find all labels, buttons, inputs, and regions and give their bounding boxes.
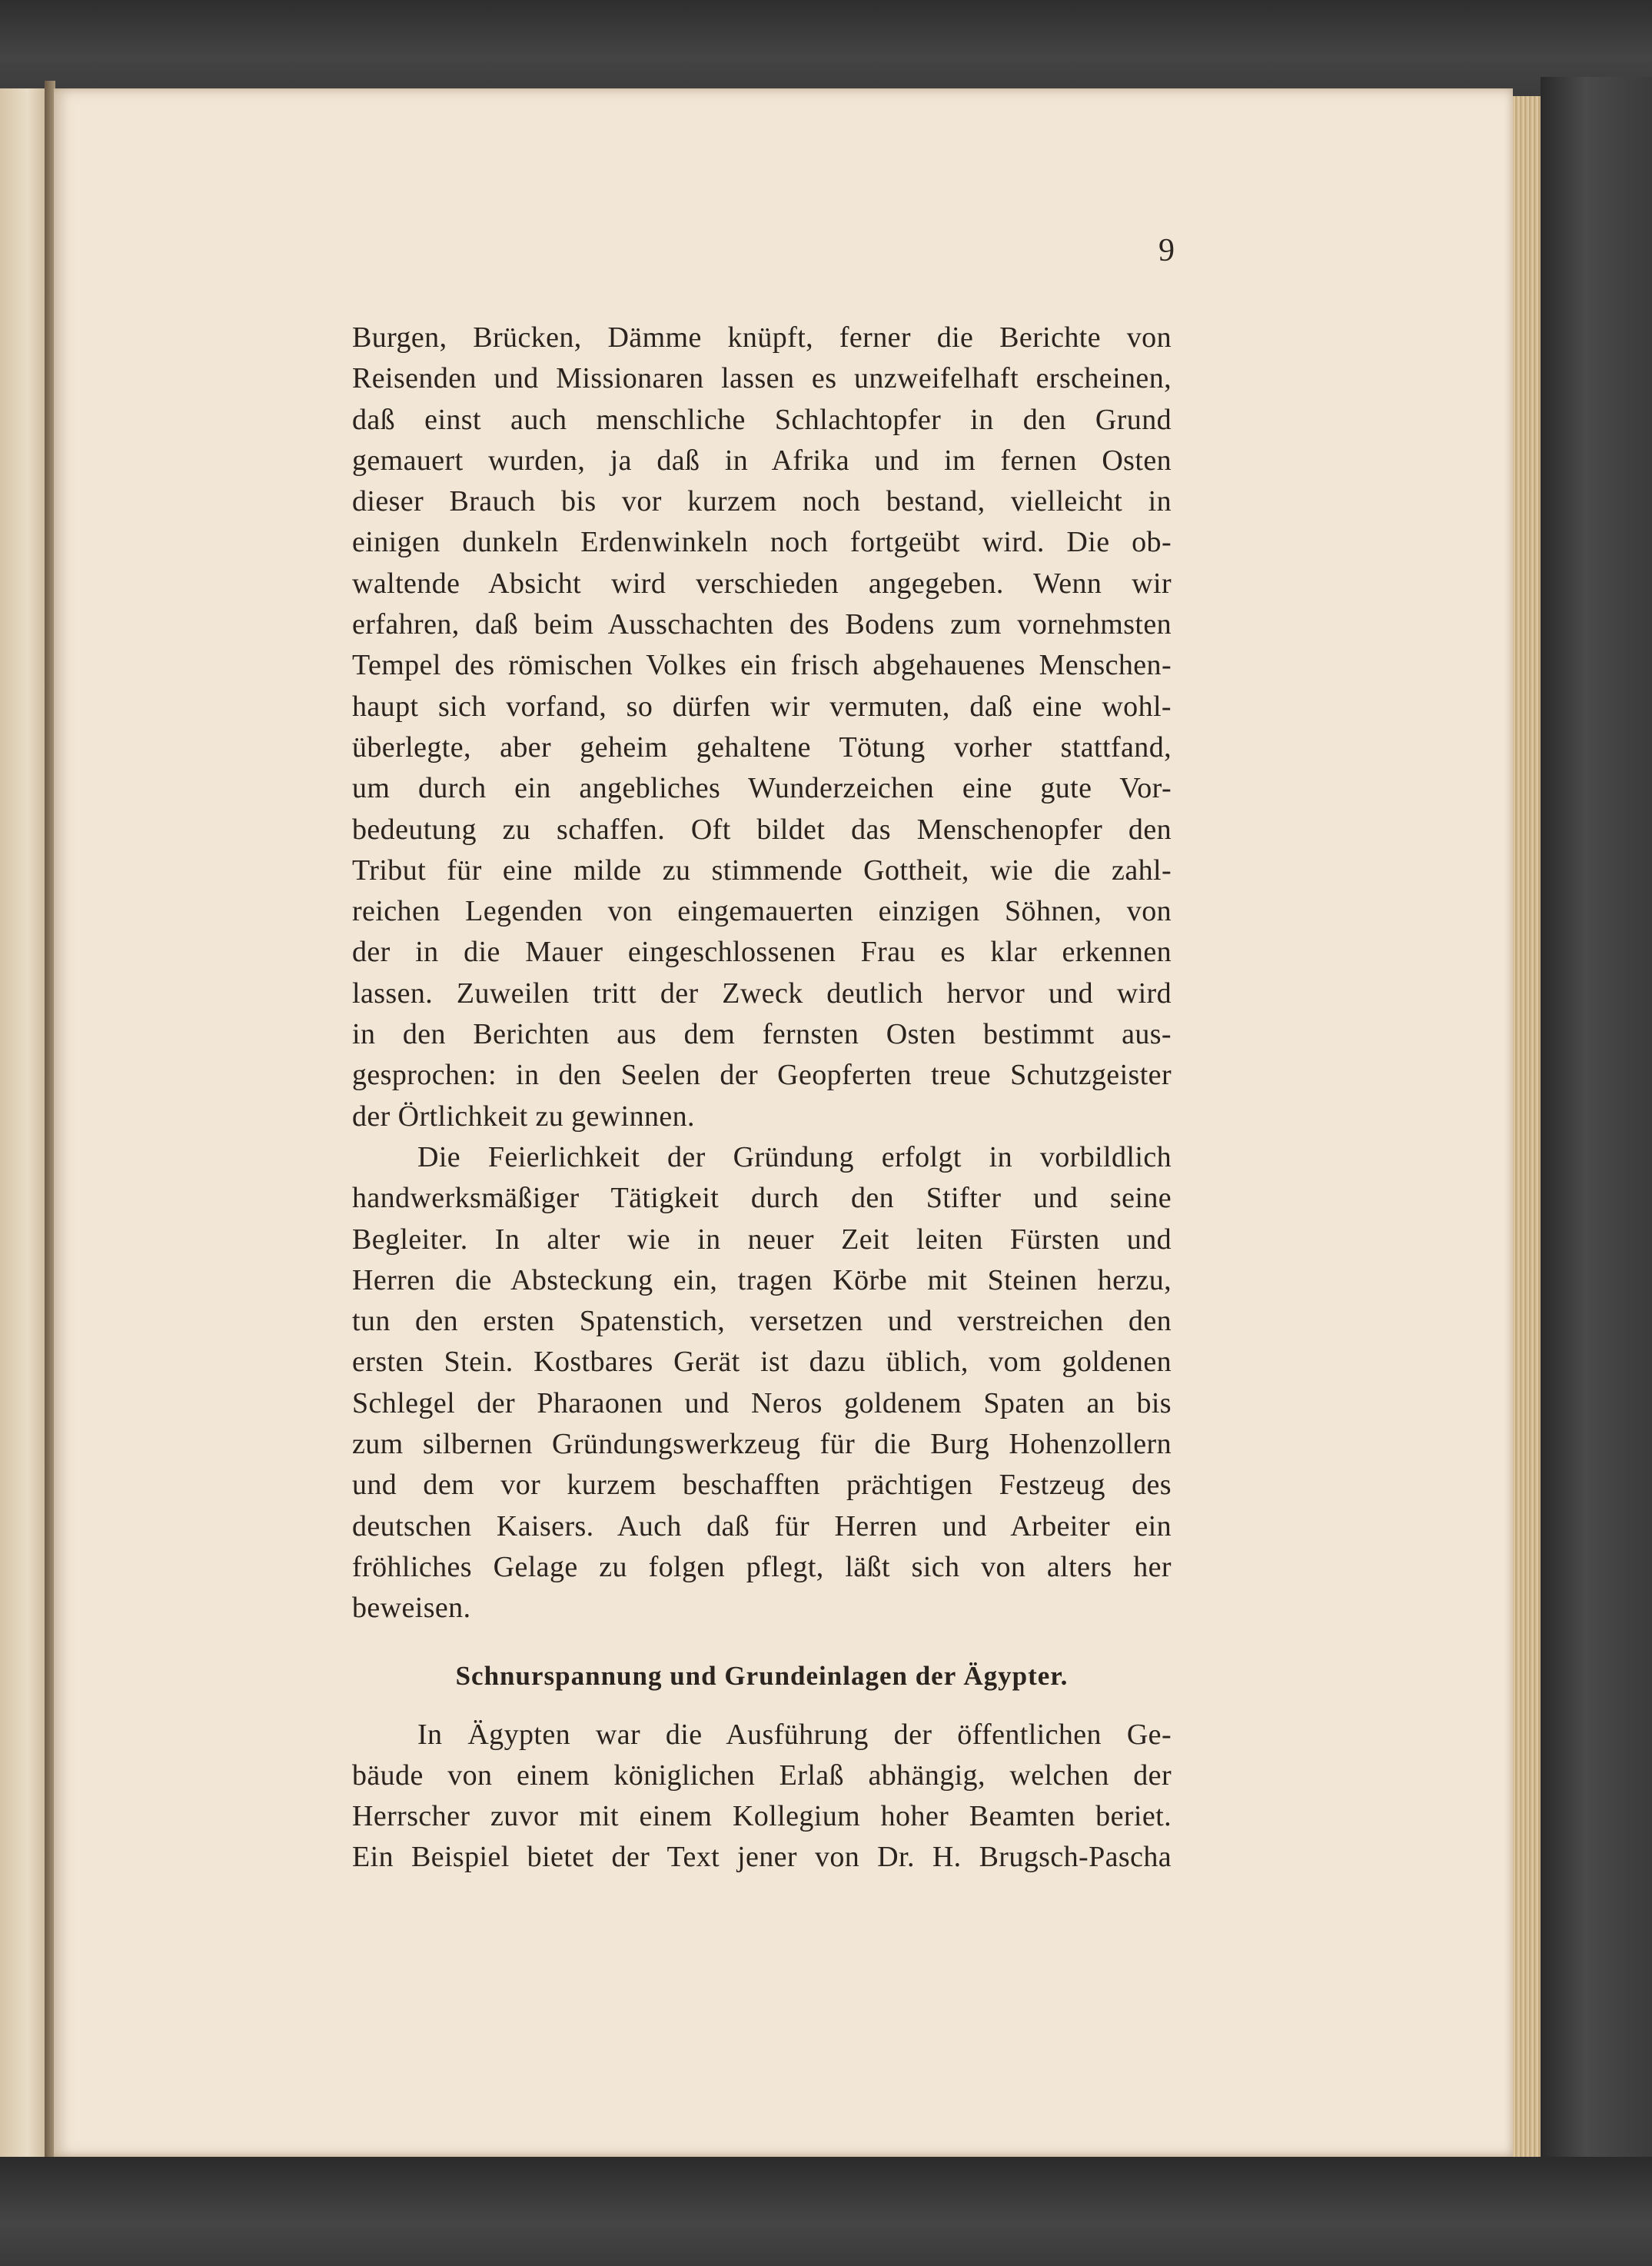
text-line: daß einst auch menschliche Schlachtopfer in den Grund (352, 403, 1172, 436)
text-line: bäude von einem königlichen Erlaß abhängig, welchen der (352, 1759, 1172, 1792)
text-line: in den Berichten aus dem fernsten Osten bestimmt aus- (352, 1018, 1172, 1051)
paragraph-2 (352, 1137, 1172, 1629)
text-line: In Ägypten war die Ausführung der öffentlichen Ge- (417, 1718, 1172, 1751)
paragraph-1 (352, 318, 1172, 1137)
text-line: Reisenden und Missionaren lassen es unzweifelhaft erscheinen, (352, 362, 1172, 395)
text-line: zum silbernen Gründungswerkzeug für die Burg Hohenzollern (352, 1428, 1172, 1461)
text-line: Ein Beispiel bietet der Text jener von Dr. H. Brugsch-Pascha (352, 1841, 1172, 1874)
text-line: beweisen. (352, 1592, 471, 1625)
text-line: tun den ersten Spatenstich, versetzen und verstreichen den (352, 1305, 1172, 1338)
text-line: Herrscher zuvor mit einem Kollegium hoher Beamten beriet. (352, 1800, 1172, 1833)
section-heading: Schnurspannung und Grundeinlagen der Ägypter. (455, 1660, 1069, 1691)
text-line: der Örtlichkeit zu gewinnen. (352, 1100, 695, 1133)
text-line: und dem vor kurzem beschafften prächtigen Festzeug des (352, 1469, 1172, 1502)
text-line: überlegte, aber geheim gehaltene Tötung vorher stattfand, (352, 730, 1172, 764)
text-line: um durch ein angebliches Wunderzeichen eine gute Vor- (352, 772, 1172, 805)
text-line: einigen dunkeln Erdenwinkeln noch fortgeübt wird. Die ob- (352, 526, 1172, 559)
book-cover-right (1541, 77, 1652, 2266)
text-line: waltende Absicht wird verschieden angegeben. Wenn wir (352, 567, 1172, 600)
text-line: Tempel des römischen Volkes ein frisch abgehauenes Menschen- (352, 649, 1172, 682)
text-line: deutschen Kaisers. Auch daß für Herren und Arbeiter ein (352, 1509, 1172, 1542)
text-line: Tribut für eine milde zu stimmende Gottheit, wie die zahl- (352, 853, 1172, 887)
text-line: ersten Stein. Kostbares Gerät ist dazu üblich, vom goldenen (352, 1346, 1172, 1379)
text-line: Begleiter. In alter wie in neuer Zeit leiten Fürsten und (352, 1223, 1172, 1256)
text-line: Burgen, Brücken, Dämme knüpft, ferner die Berichte von (352, 321, 1172, 354)
facing-page-edge (0, 88, 46, 2157)
text-line: Schlegel der Pharaonen und Neros goldenem Spaten an bis (352, 1386, 1172, 1419)
text-line: gemauert wurden, ja daß in Afrika und im fernen Osten (352, 444, 1172, 477)
text-line: bedeutung zu schaffen. Oft bildet das Menschenopfer den (352, 813, 1172, 846)
text-line: fröhliches Gelage zu folgen pflegt, läßt sich von alters her (352, 1550, 1172, 1583)
binding-bottom (0, 2157, 1652, 2266)
text-line: Herren die Absteckung ein, tragen Körbe mit Steinen herzu, (352, 1263, 1172, 1296)
page-edges-stack (1513, 96, 1541, 2157)
body-text (352, 318, 1172, 1878)
page-number: 9 (1158, 233, 1175, 268)
text-line: reichen Legenden von eingemauerten einzigen Söhnen, von (352, 895, 1172, 928)
paragraph-3 (352, 1715, 1172, 1878)
text-line: gesprochen: in den Seelen der Geopferten treue Schutzgeister (352, 1059, 1172, 1092)
text-line: erfahren, daß beim Ausschachten des Bodens zum vornehmsten (352, 608, 1172, 641)
text-line: der in die Mauer eingeschlossenen Frau es klar erkennen (352, 936, 1172, 969)
text-line: dieser Brauch bis vor kurzem noch bestand, vielleicht in (352, 485, 1172, 518)
text-line: lassen. Zuweilen tritt der Zweck deutlich hervor und wird (352, 977, 1172, 1010)
text-line: Die Feierlichkeit der Gründung erfolgt in vorbildlich (417, 1140, 1172, 1173)
text-line: handwerksmäßiger Tätigkeit durch den Stifter und seine (352, 1182, 1172, 1215)
text-line: haupt sich vorfand, so dürfen wir vermuten, daß eine wohl- (352, 690, 1172, 723)
